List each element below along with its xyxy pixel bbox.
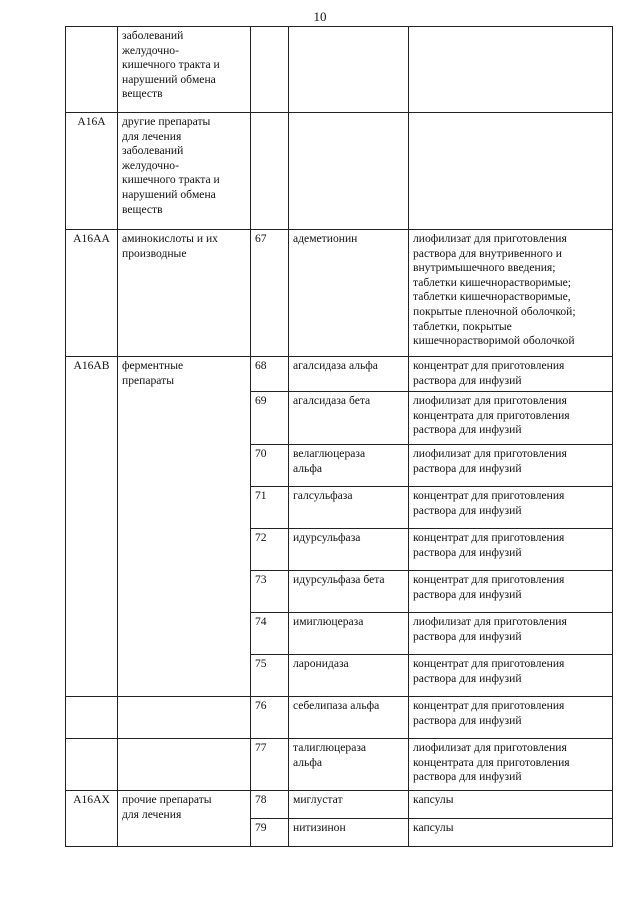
drug-table bbox=[65, 26, 613, 847]
atc-group-cell-line: веществ bbox=[122, 202, 163, 216]
atc-code-cell: A16AA bbox=[66, 230, 118, 357]
page-number: 10 bbox=[313, 9, 327, 24]
dosage-form-cell-line: раствора для инфузий bbox=[413, 461, 522, 475]
dosage-form-cell bbox=[409, 571, 613, 613]
atc-code-cell bbox=[66, 739, 118, 791]
dosage-form-cell bbox=[409, 357, 613, 392]
drug-name-cell-line: адеметионин bbox=[293, 232, 358, 245]
dosage-form-cell-line: концентрата для приготовления bbox=[413, 755, 570, 769]
atc-group-cell bbox=[118, 791, 251, 847]
dosage-form-cell bbox=[409, 697, 613, 739]
dosage-form-cell-line: таблетки, покрытые bbox=[413, 319, 512, 333]
drug-name-cell-line: галсульфаза bbox=[293, 489, 353, 503]
atc-group-cell-line: желудочно- bbox=[122, 43, 179, 57]
dosage-form-cell-line: лиофилизат для приготовления bbox=[413, 232, 567, 245]
dosage-form-cell-line: концентрат для приготовления bbox=[413, 573, 565, 587]
dosage-form-cell-line: раствора для внутривенного и bbox=[413, 246, 562, 260]
table-row bbox=[66, 791, 613, 819]
drug-name-cell-line: ларонидаза bbox=[293, 657, 349, 671]
drug-name-cell bbox=[289, 697, 409, 739]
dosage-form-cell-line: капсулы bbox=[413, 793, 454, 807]
drug-name-cell-line: альфа bbox=[293, 461, 322, 475]
item-number-cell: 74 bbox=[251, 613, 289, 655]
atc-group-cell-line: нарушений обмена bbox=[122, 72, 216, 86]
table-row bbox=[66, 739, 613, 791]
atc-group-cell bbox=[118, 230, 251, 357]
dosage-form-cell bbox=[409, 113, 613, 230]
item-number-cell: 77 bbox=[251, 739, 289, 791]
atc-group-cell-line: аминокислоты и их bbox=[122, 232, 218, 245]
dosage-form-cell-line: концентрат для приготовления bbox=[413, 699, 565, 713]
dosage-form-cell-line: лиофилизат для приготовления bbox=[413, 615, 567, 629]
drug-name-cell bbox=[289, 613, 409, 655]
dosage-form-cell bbox=[409, 487, 613, 529]
atc-group-cell-line: производные bbox=[122, 246, 187, 260]
table-row bbox=[66, 27, 613, 113]
item-number-cell: 70 bbox=[251, 445, 289, 487]
dosage-form-cell bbox=[409, 230, 613, 357]
dosage-form-cell-line: раствора для инфузий bbox=[413, 713, 522, 727]
table-row bbox=[66, 697, 613, 739]
drug-name-cell-line: альфа bbox=[293, 755, 322, 769]
dosage-form-cell-line: раствора для инфузий bbox=[413, 629, 522, 643]
atc-group-cell-line: для лечения bbox=[122, 129, 182, 143]
atc-group-cell-line: другие препараты bbox=[122, 115, 211, 128]
dosage-form-cell-line: концентрата для приготовления bbox=[413, 408, 570, 422]
table-row bbox=[66, 357, 613, 392]
atc-group-cell-line: заболеваний bbox=[122, 144, 184, 158]
drug-table-body bbox=[66, 27, 613, 847]
table-row bbox=[66, 113, 613, 230]
dosage-form-cell-line: концентрат для приготовления bbox=[413, 359, 565, 372]
atc-group-cell-line: для лечения bbox=[122, 807, 182, 821]
item-number-cell: 72 bbox=[251, 529, 289, 571]
drug-name-cell-line: миглустат bbox=[293, 793, 343, 807]
drug-name-cell-line: себелипаза альфа bbox=[293, 699, 380, 713]
item-number-cell: 67 bbox=[251, 230, 289, 357]
dosage-form-cell-line: раствора для инфузий bbox=[413, 587, 522, 601]
dosage-form-cell-line: внутримышечного введения; bbox=[413, 261, 556, 275]
dosage-form-cell-line: капсулы bbox=[413, 821, 454, 835]
drug-name-cell-line: агалсидаза альфа bbox=[293, 359, 378, 372]
drug-name-cell-line: талиглюцераза bbox=[293, 741, 367, 755]
dosage-form-cell-line: таблетки кишечнорастворимые; bbox=[413, 275, 571, 289]
drug-name-cell bbox=[289, 819, 409, 847]
drug-name-cell-line: имиглюцераза bbox=[293, 615, 364, 629]
drug-name-cell-line: идурсульфаза бета bbox=[293, 573, 385, 587]
atc-code-cell: A16A bbox=[66, 113, 118, 230]
dosage-form-cell bbox=[409, 791, 613, 819]
atc-group-cell-line: препараты bbox=[122, 373, 174, 387]
drug-name-cell-line: велаглюцераза bbox=[293, 447, 366, 461]
drug-name-cell-line: идурсульфаза bbox=[293, 531, 361, 545]
atc-group-cell-line: нарушений обмена bbox=[122, 187, 216, 201]
drug-name-cell bbox=[289, 791, 409, 819]
atc-group-cell bbox=[118, 357, 251, 697]
atc-group-cell-line: веществ bbox=[122, 87, 163, 101]
atc-code-cell bbox=[66, 697, 118, 739]
item-number-cell: 79 bbox=[251, 819, 289, 847]
drug-name-cell-line: нитизинон bbox=[293, 821, 346, 835]
item-number-cell: 78 bbox=[251, 791, 289, 819]
atc-group-cell-line: кишечного тракта и bbox=[122, 173, 220, 187]
dosage-form-cell-line: раствора для инфузий bbox=[413, 545, 522, 559]
item-number-cell: 76 bbox=[251, 697, 289, 739]
drug-name-cell bbox=[289, 392, 409, 445]
item-number-cell: 69 bbox=[251, 392, 289, 445]
dosage-form-cell-line: раствора для инфузий bbox=[413, 373, 522, 387]
atc-group-cell bbox=[118, 113, 251, 230]
dosage-form-cell-line: концентрат для приготовления bbox=[413, 531, 565, 545]
item-number-cell: 71 bbox=[251, 487, 289, 529]
drug-name-cell-line: агалсидаза бета bbox=[293, 394, 371, 408]
dosage-form-cell-line: раствора для инфузий bbox=[413, 423, 522, 437]
drug-name-cell bbox=[289, 571, 409, 613]
dosage-form-cell-line: лиофилизат для приготовления bbox=[413, 741, 567, 755]
drug-name-cell bbox=[289, 27, 409, 113]
atc-code-cell: A16AX bbox=[66, 791, 118, 847]
dosage-form-cell-line: раствора для инфузий bbox=[413, 503, 522, 517]
dosage-form-cell-line: покрытые пленочной оболочкой; bbox=[413, 304, 576, 318]
item-number-cell: 73 bbox=[251, 571, 289, 613]
atc-code-cell: A16AB bbox=[66, 357, 118, 697]
dosage-form-cell bbox=[409, 529, 613, 571]
drug-name-cell bbox=[289, 357, 409, 392]
item-number-cell: 68 bbox=[251, 357, 289, 392]
atc-group-cell-line: заболеваний bbox=[122, 29, 184, 42]
drug-name-cell bbox=[289, 445, 409, 487]
item-number-cell bbox=[251, 27, 289, 113]
atc-group-cell bbox=[118, 697, 251, 739]
dosage-form-cell-line: раствора для инфузий bbox=[413, 770, 522, 784]
dosage-form-cell bbox=[409, 27, 613, 113]
atc-group-cell bbox=[118, 27, 251, 113]
dosage-form-cell bbox=[409, 819, 613, 847]
atc-group-cell bbox=[118, 739, 251, 791]
dosage-form-cell-line: лиофилизат для приготовления bbox=[413, 447, 567, 461]
atc-group-cell-line: ферментные bbox=[122, 359, 184, 372]
drug-name-cell bbox=[289, 487, 409, 529]
dosage-form-cell bbox=[409, 445, 613, 487]
dosage-form-cell-line: кишечнорастворимой оболочкой bbox=[413, 334, 575, 348]
dosage-form-cell-line: лиофилизат для приготовления bbox=[413, 394, 567, 408]
drug-name-cell bbox=[289, 529, 409, 571]
drug-name-cell bbox=[289, 230, 409, 357]
dosage-form-cell bbox=[409, 655, 613, 697]
dosage-form-cell bbox=[409, 392, 613, 445]
atc-group-cell-line: кишечного тракта и bbox=[122, 58, 220, 72]
item-number-cell bbox=[251, 113, 289, 230]
dosage-form-cell bbox=[409, 613, 613, 655]
dosage-form-cell-line: раствора для инфузий bbox=[413, 671, 522, 685]
drug-name-cell bbox=[289, 739, 409, 791]
dosage-form-cell bbox=[409, 739, 613, 791]
atc-code-cell bbox=[66, 27, 118, 113]
atc-group-cell-line: желудочно- bbox=[122, 158, 179, 172]
table-row bbox=[66, 230, 613, 357]
dosage-form-cell-line: концентрат для приготовления bbox=[413, 489, 565, 503]
atc-group-cell-line: прочие препараты bbox=[122, 793, 212, 807]
drug-name-cell bbox=[289, 655, 409, 697]
dosage-form-cell-line: концентрат для приготовления bbox=[413, 657, 565, 671]
item-number-cell: 75 bbox=[251, 655, 289, 697]
drug-name-cell bbox=[289, 113, 409, 230]
dosage-form-cell-line: таблетки кишечнорастворимые, bbox=[413, 290, 571, 304]
